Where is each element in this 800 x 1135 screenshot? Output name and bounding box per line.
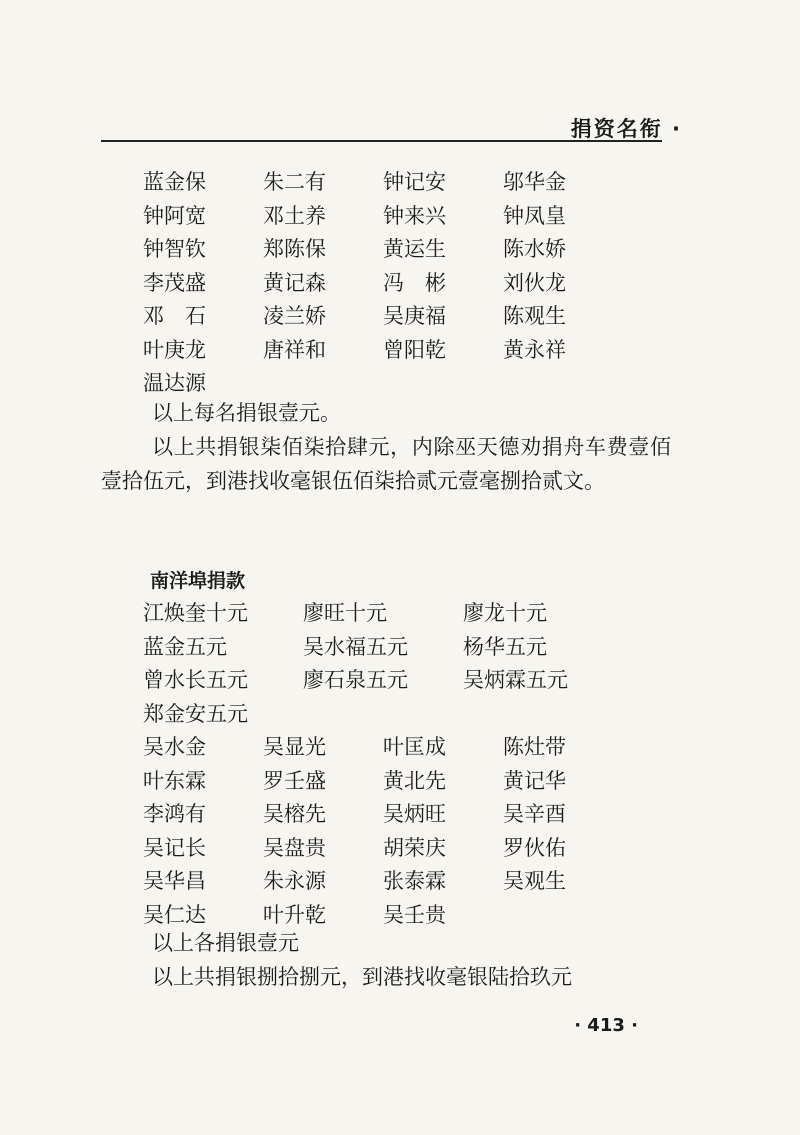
list-item: 吴华昌 [143,869,206,893]
list-item: 黄记华 [503,768,566,793]
list-item: 钟记安 [383,170,446,194]
list-item: 陈水娇 [503,237,566,261]
list-item: 吴记长 [143,835,206,860]
list-item: 陈观生 [503,304,566,328]
summary-line-1: 以上每名捐银壹元。 [152,401,341,425]
list-item: 胡荣庆 [383,835,446,860]
list-item: 叶升乾 [263,902,326,927]
list-item: 吴水金 [143,735,206,759]
list-item: 邓土养 [263,203,326,228]
list-item: 吴炳旺 [383,802,446,826]
list-item: 李鸿有 [143,802,206,826]
running-header-title: 捐资名衔 · [570,117,682,141]
amounts-row [143,698,623,732]
list-item: 吴炳霖五元 [463,668,568,692]
names-row [143,166,623,200]
list-item: 曾阳乾 [383,337,446,362]
summary-paragraph-1: 以上共捐银柒佰柒拾肆元，内除巫天德劝捐舟车费壹佰壹拾伍元，到港找收毫银伍佰柒拾贰元壹毫捌拾贰文。 [101,435,671,493]
list-item: 朱二有 [263,170,326,194]
names-row [143,334,623,368]
list-item: 邓 石 [143,304,206,328]
list-item: 吴显光 [263,735,326,759]
list-item: 凌兰娇 [263,304,326,328]
list-item: 罗伙佑 [503,835,566,860]
list-item: 蓝金五元 [143,634,227,659]
list-item: 刘伙龙 [503,270,566,295]
list-item: 吴水福五元 [303,634,408,659]
names-row [143,731,623,765]
section-heading: 南洋埠捐款 [150,570,246,592]
names-row [143,832,623,866]
list-item: 杨华五元 [463,634,547,659]
summary-line-2: 以上各捐银壹元 [152,931,299,955]
donor-names-list-2 [143,731,623,932]
donor-names-list-1 [143,166,623,401]
donor-amounts-list [143,597,623,731]
list-item: 曾水长五元 [143,668,248,692]
list-item: 罗壬盛 [263,768,326,793]
list-item: 温达源 [143,371,206,395]
list-item: 吴盘贵 [263,835,326,860]
list-item: 冯 彬 [383,270,446,295]
list-item: 吴观生 [503,869,566,893]
list-item: 黄北先 [383,768,446,793]
list-item: 吴榕先 [263,802,326,826]
list-item: 张泰霖 [383,869,446,893]
list-item: 陈灶带 [503,735,566,759]
list-item: 李茂盛 [143,270,206,295]
list-item: 廖旺十元 [303,601,387,625]
list-item: 钟阿宽 [143,203,206,228]
list-item: 钟智钦 [143,237,206,261]
list-item: 郑陈保 [263,237,326,261]
list-item: 唐祥和 [263,337,326,362]
list-item: 朱永源 [263,869,326,893]
list-item: 吴辛酉 [503,802,566,826]
page-number: · 413 · [574,1015,638,1036]
summary-line-3: 以上共捐银捌拾捌元，到港找收毫银陆拾玖元 [152,965,572,989]
list-item: 吴庚福 [383,304,446,328]
amounts-row [143,597,623,631]
list-item: 廖龙十元 [463,601,547,625]
names-row [143,267,623,301]
list-item: 叶庚龙 [143,337,206,362]
list-item: 廖石泉五元 [303,668,408,692]
list-item: 钟来兴 [383,203,446,228]
amounts-row [143,664,623,698]
amounts-row [143,631,623,665]
list-item: 黄运生 [383,237,446,261]
names-row [143,200,623,234]
header-divider [101,140,662,142]
names-row [143,300,623,334]
names-row [143,798,623,832]
list-item: 吴仁达 [143,902,206,927]
list-item: 黄永祥 [503,337,566,362]
list-item: 叶东霖 [143,768,206,793]
list-item: 吴壬贵 [383,902,446,927]
list-item: 邬华金 [503,170,566,194]
list-item: 蓝金保 [143,170,206,194]
list-item: 江焕奎十元 [143,601,248,625]
names-row [143,233,623,267]
names-row [143,865,623,899]
list-item: 郑金安五元 [143,701,248,726]
list-item: 黄记森 [263,270,326,295]
names-row [143,765,623,799]
list-item: 叶匡成 [383,735,446,759]
list-item: 钟凤皇 [503,203,566,228]
